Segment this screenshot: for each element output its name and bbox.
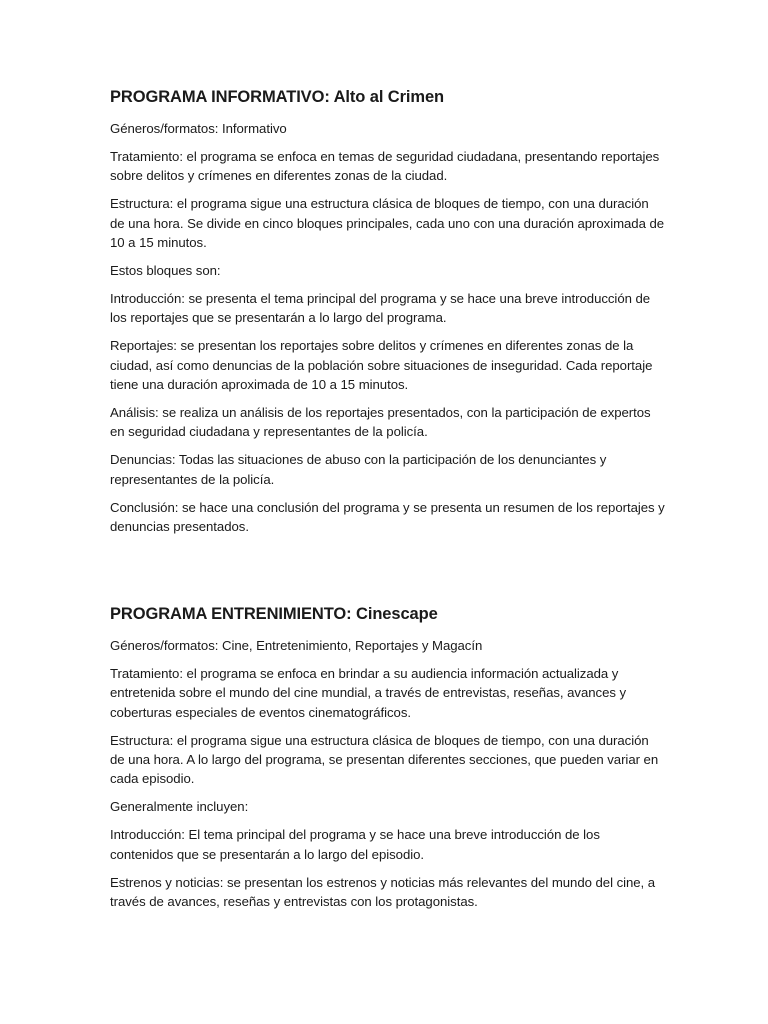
paragraph-introduccion: Introducción: se presenta el tema principal del programa y se hace una breve introducción de los reportajes que se presentarán a lo largo del programa. bbox=[110, 290, 651, 326]
paragraph-conclusion: Conclusión: se hace una conclusión del programa y se presenta un resumen de los reportajes y denuncias presentados. bbox=[110, 499, 665, 534]
paragraph-bloques-intro: Estos bloques son: bbox=[110, 262, 221, 278]
paragraph-analisis: Análisis: se realiza un análisis de los reportajes presentados, con la participación de expertos en seguridad ciudadana y representantes de la policía. bbox=[110, 404, 651, 440]
paragraph-generalmente: Generalmente incluyen: bbox=[110, 799, 249, 815]
paragraph-estructura: Estructura: el programa sigue una estructura clásica de bloques de tiempo, con una duración de una hora. Se divide en cinco bloques principales, cada uno con una duración aproximada de 10 a 15 minutos. bbox=[110, 196, 665, 251]
paragraph-tratamiento: Tratamiento: el programa se enfoca en brindar a su audiencia información actualizada y entretenida sobre el mundo del cine mundial, a través de entrevistas, reseñas, avances y coberturas especiales de eventos cinematográficos. bbox=[110, 665, 627, 720]
section-cinescape bbox=[110, 603, 665, 920]
paragraph-estrenos-noticias: Estrenos y noticias: se presentan los estrenos y noticias más relevantes del mundo del cine, a través de avances, reseñas y entrevistas con los protagonistas. bbox=[110, 874, 656, 909]
section-heading: PROGRAMA ENTRENIMIENTO: Cinescape bbox=[110, 605, 438, 623]
section-alto-al-crimen bbox=[110, 86, 665, 545]
paragraph-reportajes: Reportajes: se presentan los reportajes sobre delitos y crímenes en diferentes zonas de la ciudad, así como denuncias de la población sobre situaciones de inseguridad. Cada reportaje tiene una duración aproximada de 10 a 15 minutos. bbox=[110, 338, 653, 392]
paragraph-generos: Géneros/formatos: Cine, Entretenimiento, Reportajes y Magacín bbox=[110, 638, 483, 653]
paragraph-tratamiento: Tratamiento: el programa se enfoca en temas de seguridad ciudadana, presentando reportajes sobre delitos y crímenes en diferentes zonas de la ciudad. bbox=[110, 148, 660, 184]
section-heading: PROGRAMA INFORMATIVO: Alto al Crimen bbox=[110, 88, 445, 106]
paragraph-introduccion: Introducción: El tema principal del programa y se hace una breve introducción de los contenidos que se presentarán a lo largo del episodio. bbox=[110, 827, 600, 862]
paragraph-generos: Géneros/formatos: Informativo bbox=[110, 121, 287, 136]
paragraph-estructura: Estructura: el programa sigue una estructura clásica de bloques de tiempo, con una duración de una hora. A lo largo del programa, se presentan diferentes secciones, que pueden variar en cada episodio. bbox=[110, 732, 659, 787]
paragraph-denuncias: Denuncias: Todas las situaciones de abuso con la participación de los denunciantes y representantes de la policía. bbox=[110, 452, 607, 487]
